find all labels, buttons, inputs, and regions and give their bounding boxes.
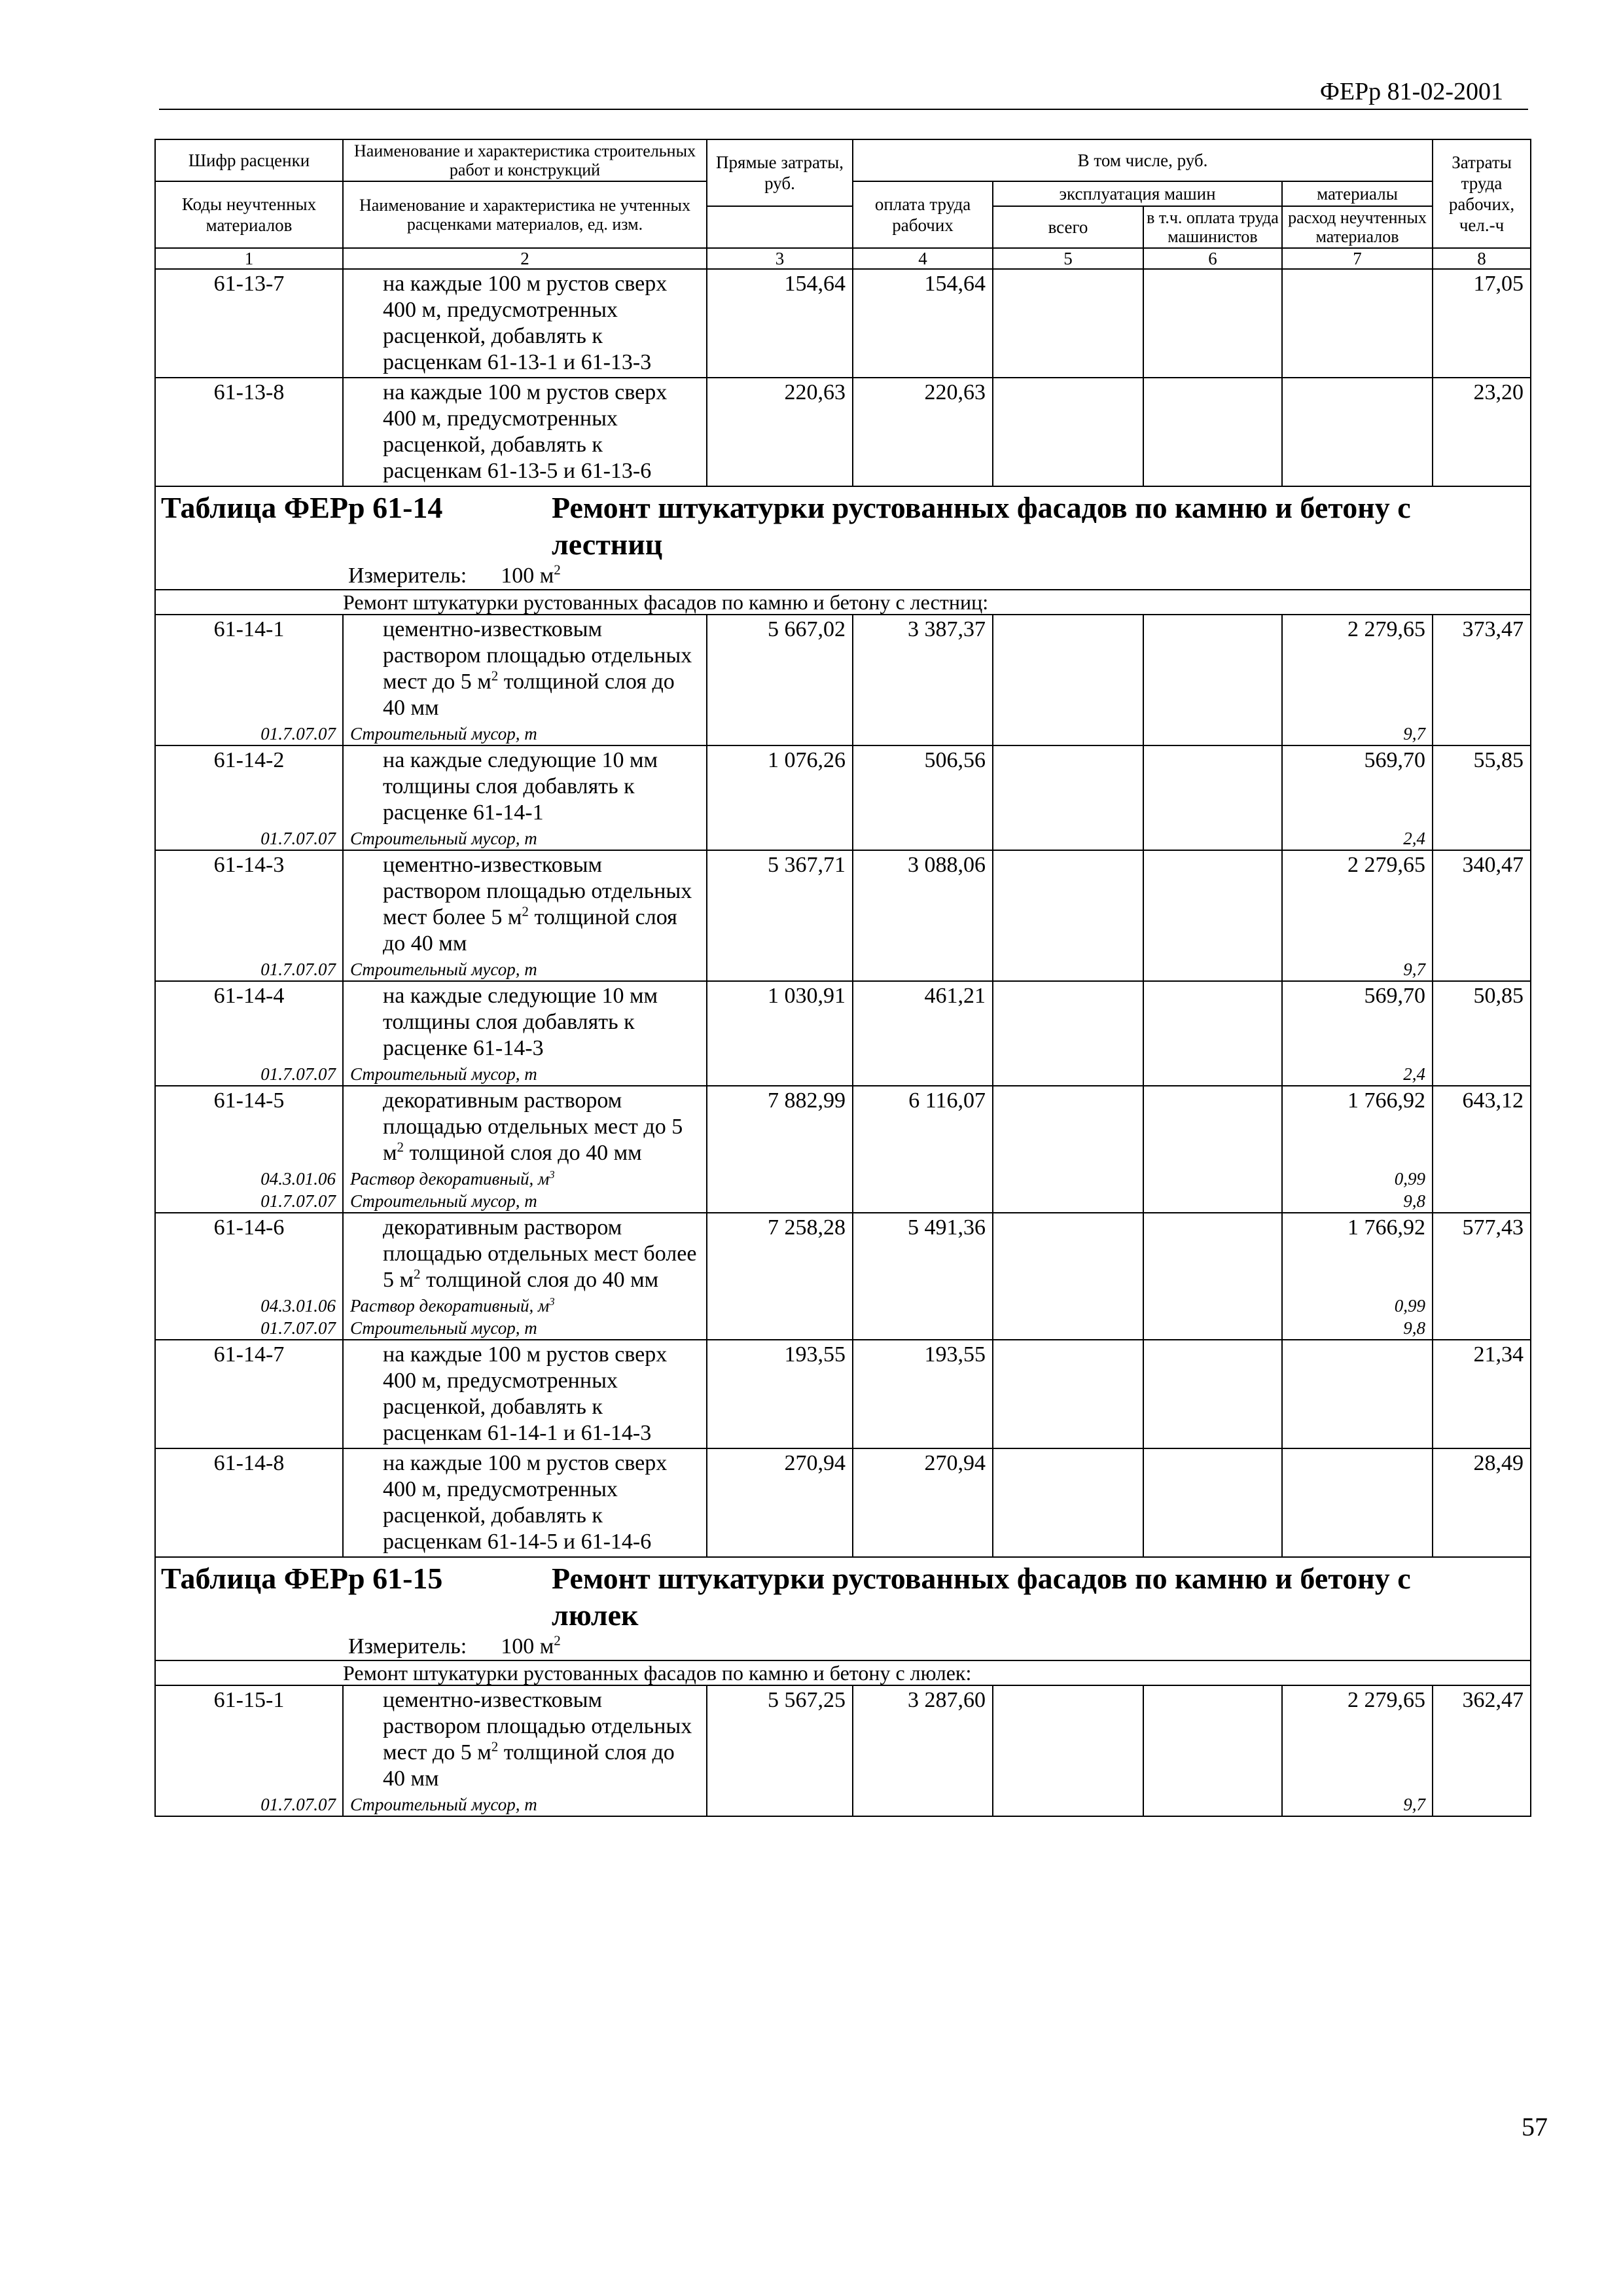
rate-code: 61-13-8	[155, 378, 343, 486]
rates-table	[154, 139, 1531, 1817]
machines-total	[993, 850, 1143, 958]
empty-cell	[1143, 1168, 1282, 1190]
machinists-wages	[1143, 378, 1282, 486]
rate-name	[343, 1685, 707, 1793]
machinists-wages	[1143, 1685, 1282, 1793]
material-code: 01.7.07.07	[155, 723, 343, 745]
machinists-wages	[1143, 1340, 1282, 1448]
wages: 270,94	[853, 1448, 993, 1557]
empty-cell	[707, 1317, 853, 1340]
machines-total	[993, 1685, 1143, 1793]
empty-cell	[853, 827, 993, 850]
section-heading	[161, 1560, 1525, 1634]
materials: 2 279,65	[1282, 1685, 1433, 1793]
material-name	[343, 1063, 707, 1086]
col-header-material-codes: Коды неучтенных материалов	[155, 181, 343, 248]
section-title-row	[155, 486, 1531, 590]
material-name-text: Строительный мусор, т	[350, 829, 537, 848]
rate-code: 61-14-3	[155, 850, 343, 958]
rate-name	[343, 1213, 707, 1295]
rate-name	[343, 850, 707, 958]
material-name	[343, 1295, 707, 1317]
machines-total	[993, 1340, 1143, 1448]
rate-name-tail: толщиной слоя до 40 мм	[383, 670, 675, 720]
rate-name-sup: 2	[414, 1266, 421, 1282]
measure-line	[161, 1634, 1525, 1660]
direct-cost: 5 567,25	[707, 1685, 853, 1793]
material-qty: 9,7	[1282, 1793, 1433, 1816]
material-name	[343, 1793, 707, 1816]
measure-unit-sup: 2	[554, 562, 561, 578]
rate-name-text: декоративным раствором площадью отдельных мест до 5 м	[383, 1088, 683, 1165]
measure-unit-sup: 2	[554, 1632, 561, 1649]
machines-total	[993, 1448, 1143, 1557]
rate-row	[155, 850, 1531, 958]
machinists-wages	[1143, 615, 1282, 723]
rate-row	[155, 1448, 1531, 1557]
header-row-1	[155, 139, 1531, 181]
machines-total	[993, 1213, 1143, 1295]
section-heading	[161, 490, 1525, 563]
machines-total	[993, 1086, 1143, 1168]
machines-total	[993, 981, 1143, 1063]
measure-unit: 100 м	[501, 564, 554, 588]
material-code: 01.7.07.07	[155, 827, 343, 850]
rate-name	[343, 1340, 707, 1448]
machinists-wages	[1143, 1086, 1282, 1168]
empty-cell	[1143, 958, 1282, 981]
section-intro: Ремонт штукатурки рустованных фасадов по камню и бетону с лестниц:	[155, 590, 1531, 615]
col-number: 7	[1282, 248, 1433, 269]
material-qty: 2,4	[1282, 827, 1433, 850]
labor-hours: 643,12	[1433, 1086, 1531, 1168]
material-qty: 9,7	[1282, 958, 1433, 981]
rate-name-text: на каждые 100 м рустов сверх 400 м, предусмотренных расценкой, добавлять к расценкам 61-14-1 и 61-14-3	[383, 1342, 668, 1445]
rate-code: 61-14-2	[155, 745, 343, 827]
direct-cost: 220,63	[707, 378, 853, 486]
wages: 5 491,36	[853, 1213, 993, 1295]
material-name-text: Строительный мусор, т	[350, 960, 537, 979]
rate-row	[155, 378, 1531, 486]
direct-cost: 5 667,02	[707, 615, 853, 723]
material-code: 01.7.07.07	[155, 958, 343, 981]
rate-name: на каждые 100 м рустов сверх 400 м, предусмотренных расценкой, добавлять к расценкам 61-13-1 и 61-13-3	[343, 269, 707, 378]
empty-cell	[707, 1063, 853, 1086]
machines-total	[993, 269, 1143, 378]
machinists-wages	[1143, 850, 1282, 958]
column-numbers-row	[155, 248, 1531, 269]
material-name-text: Строительный мусор, т	[350, 724, 537, 744]
rate-name	[343, 981, 707, 1063]
material-name	[343, 827, 707, 850]
empty-cell	[993, 1317, 1143, 1340]
section-title-text: Ремонт штукатурки рустованных фасадов по камню и бетону с люлек	[552, 1562, 1411, 1632]
wages: 461,21	[853, 981, 993, 1063]
rate-code: 61-14-6	[155, 1213, 343, 1295]
section-intro-row	[155, 590, 1531, 615]
rate-name-text: цементно-известковым раствором площадью отдельных мест до 5 м	[383, 1688, 692, 1765]
wages: 6 116,07	[853, 1086, 993, 1168]
direct-cost: 1 076,26	[707, 745, 853, 827]
empty-cell	[1433, 958, 1531, 981]
machinists-wages	[1143, 1213, 1282, 1295]
machinists-wages	[1143, 981, 1282, 1063]
material-row	[155, 827, 1531, 850]
material-row	[155, 1190, 1531, 1213]
empty-cell	[1143, 827, 1282, 850]
material-name-text: Строительный мусор, т	[350, 1795, 537, 1814]
materials: 2 279,65	[1282, 615, 1433, 723]
empty-cell	[1143, 723, 1282, 745]
labor-hours: 28,49	[1433, 1448, 1531, 1557]
col-header-unaccounted: расход неучтенных материалов	[1282, 206, 1433, 248]
col-number: 5	[993, 248, 1143, 269]
wages: 154,64	[853, 269, 993, 378]
materials	[1282, 1340, 1433, 1448]
col-header-labor: Затраты труда рабочих, чел.-ч	[1433, 139, 1531, 248]
col-number: 3	[707, 248, 853, 269]
empty-cell	[993, 1168, 1143, 1190]
material-row	[155, 1793, 1531, 1816]
machinists-wages	[1143, 745, 1282, 827]
empty-cell	[707, 723, 853, 745]
material-name	[343, 723, 707, 745]
rate-row	[155, 615, 1531, 723]
rate-name	[343, 745, 707, 827]
rate-name-tail: толщиной слоя до 40 мм	[404, 1141, 642, 1165]
rate-name-tail: толщиной слоя до 40 мм	[383, 1740, 675, 1791]
empty-cell	[993, 827, 1143, 850]
material-name-text: Строительный мусор, т	[350, 1318, 537, 1338]
col-header-direct: Прямые затраты, руб.	[707, 139, 853, 206]
empty-cell	[1433, 1168, 1531, 1190]
measure-unit: 100 м	[501, 1634, 554, 1659]
rate-row	[155, 269, 1531, 378]
col-number: 1	[155, 248, 343, 269]
empty-cell	[1143, 1295, 1282, 1317]
rate-name-tail: толщиной слоя до 40 мм	[383, 905, 677, 956]
labor-hours: 50,85	[1433, 981, 1531, 1063]
material-name-text: Раствор декоративный, м	[350, 1169, 550, 1189]
col-header-materials: материалы	[1282, 181, 1433, 206]
col-header-code: Шифр расценки	[155, 139, 343, 181]
machinists-wages	[1143, 1448, 1282, 1557]
empty-cell	[853, 1317, 993, 1340]
empty-cell	[993, 1793, 1143, 1816]
labor-hours: 373,47	[1433, 615, 1531, 723]
rate-name	[343, 1086, 707, 1168]
direct-cost: 154,64	[707, 269, 853, 378]
rate-code: 61-14-8	[155, 1448, 343, 1557]
material-name	[343, 1317, 707, 1340]
machinists-wages	[1143, 269, 1282, 378]
material-code: 01.7.07.07	[155, 1793, 343, 1816]
rate-name-sup: 2	[491, 668, 499, 684]
rate-name-sup: 2	[397, 1139, 404, 1155]
empty-cell	[1433, 723, 1531, 745]
rate-name-sup: 2	[491, 1738, 499, 1755]
material-code: 01.7.07.07	[155, 1190, 343, 1213]
rate-name	[343, 1448, 707, 1557]
material-qty: 9,8	[1282, 1190, 1433, 1213]
wages: 220,63	[853, 378, 993, 486]
rate-name-text: декоративным раствором площадью отдельных мест более 5 м	[383, 1215, 697, 1292]
direct-cost: 7 258,28	[707, 1213, 853, 1295]
materials	[1282, 269, 1433, 378]
rate-row	[155, 981, 1531, 1063]
empty-cell	[1143, 1190, 1282, 1213]
materials: 2 279,65	[1282, 850, 1433, 958]
material-code: 01.7.07.07	[155, 1063, 343, 1086]
direct-cost: 5 367,71	[707, 850, 853, 958]
rate-code: 61-13-7	[155, 269, 343, 378]
rate-row	[155, 1340, 1531, 1448]
empty-cell	[1433, 1317, 1531, 1340]
section-title-text: Ремонт штукатурки рустованных фасадов по камню и бетону с лестниц	[552, 491, 1411, 561]
rate-row	[155, 1213, 1531, 1295]
labor-hours: 362,47	[1433, 1685, 1531, 1793]
material-qty: 9,8	[1282, 1317, 1433, 1340]
empty-cell	[993, 1295, 1143, 1317]
document-code: ФЕРр 81-02-2001	[1319, 78, 1503, 105]
empty-cell	[853, 1190, 993, 1213]
direct-cost: 7 882,99	[707, 1086, 853, 1168]
empty-cell	[707, 1190, 853, 1213]
rate-name-text: на каждые следующие 10 мм толщины слоя добавлять к расценке 61-14-3	[383, 984, 658, 1060]
material-row	[155, 1295, 1531, 1317]
rate-row	[155, 1685, 1531, 1793]
direct-cost: 270,94	[707, 1448, 853, 1557]
empty-cell	[993, 723, 1143, 745]
material-name	[343, 1190, 707, 1213]
measure-line	[161, 563, 1525, 589]
labor-hours: 55,85	[1433, 745, 1531, 827]
col-number: 6	[1143, 248, 1282, 269]
measure-value	[501, 564, 561, 588]
col-header-material-names: Наименование и характеристика не учтенных расценками материалов, ед. изм.	[343, 181, 707, 248]
rate-name-text: цементно-известковым раствором площадью отдельных мест до 5 м	[383, 617, 692, 694]
materials	[1282, 1448, 1433, 1557]
empty-cell	[853, 723, 993, 745]
machines-total	[993, 615, 1143, 723]
rate-code: 61-14-4	[155, 981, 343, 1063]
material-row	[155, 1063, 1531, 1086]
rate-name	[343, 615, 707, 723]
empty-cell	[853, 1793, 993, 1816]
measure-label: Измеритель:	[348, 1634, 467, 1659]
empty-cell	[993, 958, 1143, 981]
material-row	[155, 1317, 1531, 1340]
direct-cost: 1 030,91	[707, 981, 853, 1063]
col-header-machines: эксплуатация машин	[993, 181, 1282, 206]
labor-hours: 23,20	[1433, 378, 1531, 486]
rate-name: на каждые 100 м рустов сверх 400 м, предусмотренных расценкой, добавлять к расценкам 61-13-5 и 61-13-6	[343, 378, 707, 486]
machines-total	[993, 745, 1143, 827]
empty-cell	[1433, 1295, 1531, 1317]
material-name-text: Строительный мусор, т	[350, 1191, 537, 1211]
labor-hours: 17,05	[1433, 269, 1531, 378]
empty-cell	[853, 1168, 993, 1190]
machines-total	[993, 378, 1143, 486]
materials	[1282, 378, 1433, 486]
materials: 1 766,92	[1282, 1086, 1433, 1168]
wages: 3 088,06	[853, 850, 993, 958]
empty-cell	[707, 1168, 853, 1190]
empty-cell	[1143, 1063, 1282, 1086]
rate-row	[155, 1086, 1531, 1168]
col-header-direct-spacer	[707, 206, 853, 248]
material-name	[343, 958, 707, 981]
material-name-text: Раствор декоративный, м	[350, 1296, 550, 1316]
labor-hours: 340,47	[1433, 850, 1531, 958]
empty-cell	[1433, 1190, 1531, 1213]
materials: 1 766,92	[1282, 1213, 1433, 1295]
col-header-group: В том числе, руб.	[853, 139, 1433, 181]
measure-value	[501, 1634, 561, 1659]
rate-name-sup: 2	[522, 903, 529, 920]
rate-name-text: цементно-известковым раствором площадью отдельных мест более 5 м	[383, 853, 692, 929]
section-title-row	[155, 1557, 1531, 1660]
empty-cell	[853, 1295, 993, 1317]
rate-name-text: на каждые 100 м рустов сверх 400 м, предусмотренных расценкой, добавлять к расценкам 61-14-5 и 61-14-6	[383, 1451, 668, 1554]
section-title	[155, 486, 1531, 590]
direct-cost: 193,55	[707, 1340, 853, 1448]
material-name	[343, 1168, 707, 1190]
empty-cell	[707, 958, 853, 981]
wages: 193,55	[853, 1340, 993, 1448]
materials: 569,70	[1282, 981, 1433, 1063]
material-unit-sup: 3	[549, 1168, 555, 1181]
page-number: 57	[1522, 2112, 1548, 2142]
empty-cell	[1433, 827, 1531, 850]
section-intro: Ремонт штукатурки рустованных фасадов по камню и бетону с люлек:	[155, 1660, 1531, 1685]
col-header-name: Наименование и характеристика строительных работ и конструкций	[343, 139, 707, 181]
material-code: 04.3.01.06	[155, 1168, 343, 1190]
section-label: Таблица ФЕРр 61-14	[161, 491, 443, 524]
material-qty: 0,99	[1282, 1295, 1433, 1317]
empty-cell	[707, 827, 853, 850]
rate-name-text: на каждые следующие 10 мм толщины слоя добавлять к расценке 61-14-1	[383, 748, 658, 825]
empty-cell	[707, 1295, 853, 1317]
material-row	[155, 958, 1531, 981]
empty-cell	[707, 1793, 853, 1816]
rate-code: 61-15-1	[155, 1685, 343, 1793]
empty-cell	[1143, 1793, 1282, 1816]
rate-row	[155, 745, 1531, 827]
col-number: 8	[1433, 248, 1531, 269]
material-row	[155, 723, 1531, 745]
empty-cell	[853, 958, 993, 981]
material-row	[155, 1168, 1531, 1190]
material-qty: 0,99	[1282, 1168, 1433, 1190]
rate-code: 61-14-7	[155, 1340, 343, 1448]
section-intro-row	[155, 1660, 1531, 1685]
col-number: 2	[343, 248, 707, 269]
empty-cell	[1433, 1063, 1531, 1086]
empty-cell	[993, 1063, 1143, 1086]
wages: 3 387,37	[853, 615, 993, 723]
empty-cell	[993, 1190, 1143, 1213]
section-label: Таблица ФЕРр 61-15	[161, 1562, 443, 1595]
empty-cell	[1143, 1317, 1282, 1340]
measure-label: Измеритель:	[348, 564, 467, 588]
col-number: 4	[853, 248, 993, 269]
wages: 506,56	[853, 745, 993, 827]
rate-code: 61-14-1	[155, 615, 343, 723]
empty-cell	[853, 1063, 993, 1086]
material-qty: 2,4	[1282, 1063, 1433, 1086]
col-header-machines-total: всего	[993, 206, 1143, 248]
wages: 3 287,60	[853, 1685, 993, 1793]
rate-name-tail: толщиной слоя до 40 мм	[420, 1268, 659, 1292]
col-header-machinists: в т.ч. оплата труда машинистов	[1143, 206, 1282, 248]
material-code: 04.3.01.06	[155, 1295, 343, 1317]
section-title	[155, 1557, 1531, 1660]
material-code: 01.7.07.07	[155, 1317, 343, 1340]
labor-hours: 21,34	[1433, 1340, 1531, 1448]
material-qty: 9,7	[1282, 723, 1433, 745]
materials: 569,70	[1282, 745, 1433, 827]
empty-cell	[1433, 1793, 1531, 1816]
labor-hours: 577,43	[1433, 1213, 1531, 1295]
material-unit-sup: 3	[549, 1295, 555, 1308]
rate-code: 61-14-5	[155, 1086, 343, 1168]
col-header-wages: оплата труда рабочих	[853, 181, 993, 248]
material-name-text: Строительный мусор, т	[350, 1064, 537, 1084]
header-rule	[159, 109, 1528, 110]
